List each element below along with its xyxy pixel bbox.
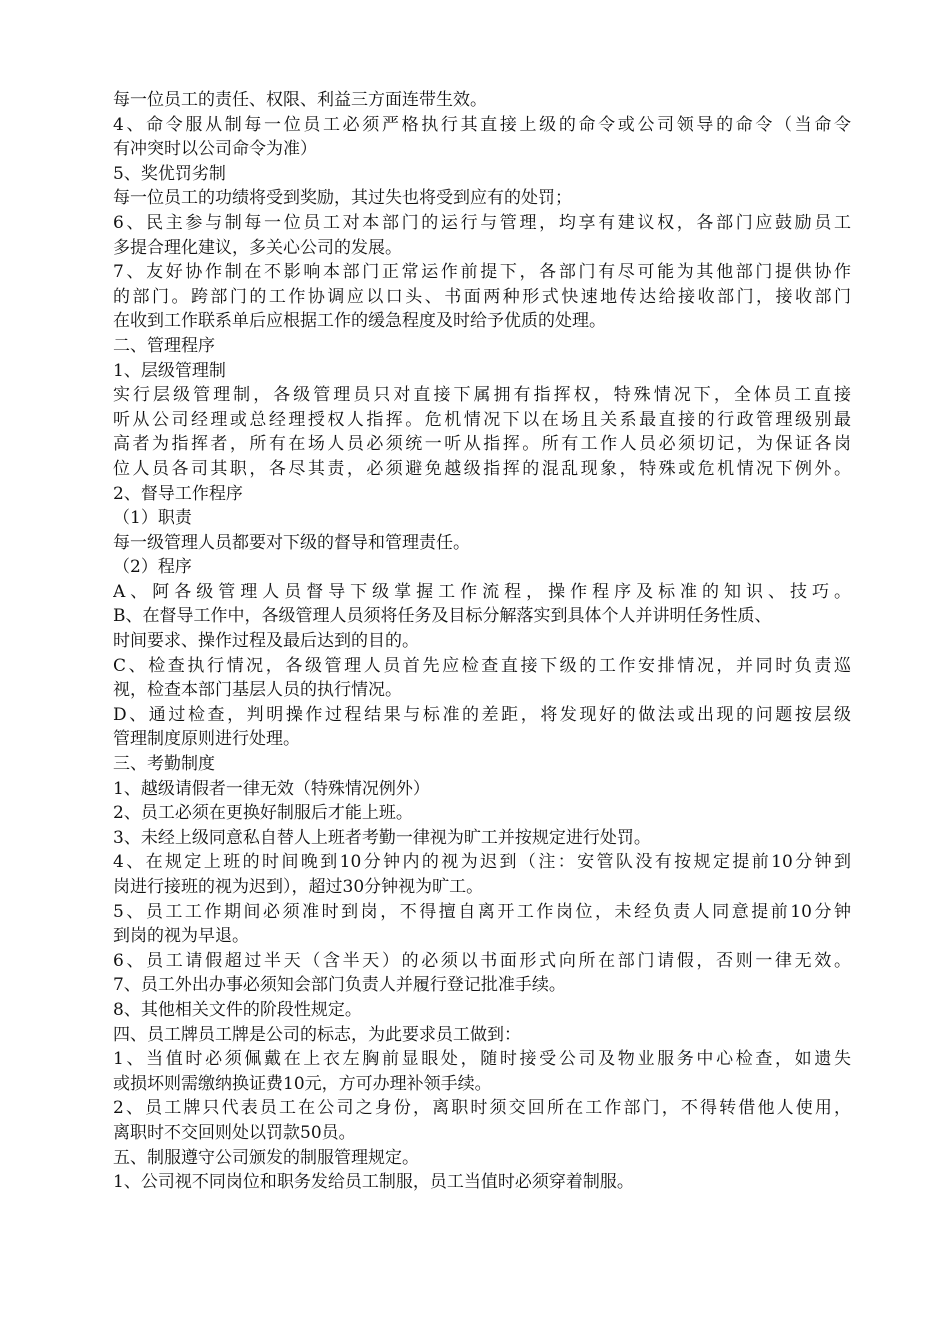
text-line: 1、公司视不同岗位和职务发给员工制服，员工当值时必须穿着制服。 <box>113 1172 634 1193</box>
text-line: 岗进行接班的视为迟到），超过30分钟视为旷工。 <box>113 877 484 897</box>
text-line: 二、管理程序 <box>113 335 215 356</box>
text-line: 7、友好协作制在不影响本部门正常运作前提下，各部门有尽可能为其他部门提供协作 <box>113 262 851 283</box>
text-line: 1、越级请假者一律无效（特殊情况例外） <box>113 778 430 799</box>
text-line: B、在督导工作中，各级管理人员须将任务及目标分解落实到具体个人并讲明任务性质、 <box>113 606 772 627</box>
text-line: 位人员各司其职，各尽其责，必须避免越级指挥的混乱现象，特殊或危机情况下例外。 <box>113 458 851 479</box>
text-line: 或损坏则需缴纳换证费10元，方可办理补领手续。 <box>113 1073 492 1094</box>
text-line: 视，检查本部门基层人员的执行情况。 <box>113 680 402 701</box>
text-line: 三、考勤制度 <box>113 754 215 775</box>
text-line: （1）职责 <box>113 508 192 529</box>
text-line: A、阿各级管理人员督导下级掌握工作流程，操作程序及标准的知识、技巧。 <box>113 581 851 602</box>
text-line: 的部门。跨部门的工作协调应以口头、书面两种形式快速地传达给接收部门，接收部门 <box>113 286 851 307</box>
text-line: 1、当值时必须佩戴在上衣左胸前显眼处，随时接受公司及物业服务中心检查，如遗失 <box>113 1049 851 1070</box>
text-line: 7、员工外出办事必须知会部门负责人并履行登记批准手续。 <box>113 975 566 996</box>
text-line: 6、员工请假超过半天（含半天）的必须以书面形式向所在部门请假，否则一律无效。 <box>113 950 851 971</box>
text-line: C、检查执行情况，各级管理人员首先应检查直接下级的工作安排情况，并同时负责巡 <box>113 655 851 676</box>
text-line: 在收到工作联系单后应根据工作的缓急程度及时给予优质的处理。 <box>113 311 606 332</box>
text-line: 5、员工工作期间必须准时到岗，不得擅自离开工作岗位，未经负责人同意提前10分钟 <box>113 901 851 922</box>
text-line: 3、未经上级同意私自替人上班者考勤一律视为旷工并按规定进行处罚。 <box>113 827 651 848</box>
text-line: 4、在规定上班的时间晚到10分钟内的视为迟到（注：安管队没有按规定提前10分钟到 <box>113 852 851 873</box>
text-line: 6、民主参与制每一位员工对本部门的运行与管理，均享有建议权，各部门应鼓励员工 <box>113 212 851 233</box>
text-line: 离职时不交回则处以罚款50员。 <box>113 1122 356 1143</box>
text-line: 5、奖优罚劣制 <box>113 163 226 184</box>
text-line: 听从公司经理或总经理授权人指挥。危机情况下以在场且关系最直接的行政管理级别最 <box>113 409 851 430</box>
text-line: 每一位员工的功绩将受到奖励，其过失也将受到应有的处罚； <box>113 188 572 209</box>
text-line: 每一位员工的责任、权限、利益三方面连带生效。 <box>113 90 487 110</box>
text-line: 8、其他相关文件的阶段性规定。 <box>113 999 362 1020</box>
text-line: 每一级管理人员都要对下级的督导和管理责任。 <box>113 532 470 553</box>
text-line: D、通过检查，判明操作过程结果与标准的差距，将发现好的做法或出现的问题按层级 <box>113 704 851 725</box>
text-line: 高者为指挥者，所有在场人员必须统一听从指挥。所有工作人员必须切记，为保证各岗 <box>113 434 851 455</box>
text-line: 2、员工牌只代表员工在公司之身份，离职时须交回所在工作部门，不得转借他人使用， <box>113 1098 851 1119</box>
text-line: 多提合理化建议，多关心公司的发展。 <box>113 237 402 258</box>
text-line: 1、层级管理制 <box>113 360 226 381</box>
text-line: 到岗的视为早退。 <box>113 926 249 947</box>
text-line: 时间要求、操作过程及最后达到的目的。 <box>113 631 419 652</box>
text-line: 4、命令服从制每一位员工必须严格执行其直接上级的命令或公司领导的命令（当命令 <box>113 114 851 135</box>
document-body <box>113 88 851 1195</box>
text-line: 管理制度原则进行处理。 <box>113 729 300 750</box>
text-line: 实行层级管理制，各级管理员只对直接下属拥有指挥权，特殊情况下，全体员工直接 <box>113 385 851 406</box>
text-line: 有冲突时以公司命令为准） <box>113 139 317 160</box>
text-line: （2）程序 <box>113 557 192 578</box>
text-line: 2、督导工作程序 <box>113 483 243 504</box>
text-line: 2、员工必须在更换好制服后才能上班。 <box>113 803 413 824</box>
text-line: 五、制服遵守公司颁发的制服管理规定。 <box>113 1147 419 1168</box>
text-line: 四、员工牌员工牌是公司的标志，为此要求员工做到： <box>113 1024 521 1045</box>
